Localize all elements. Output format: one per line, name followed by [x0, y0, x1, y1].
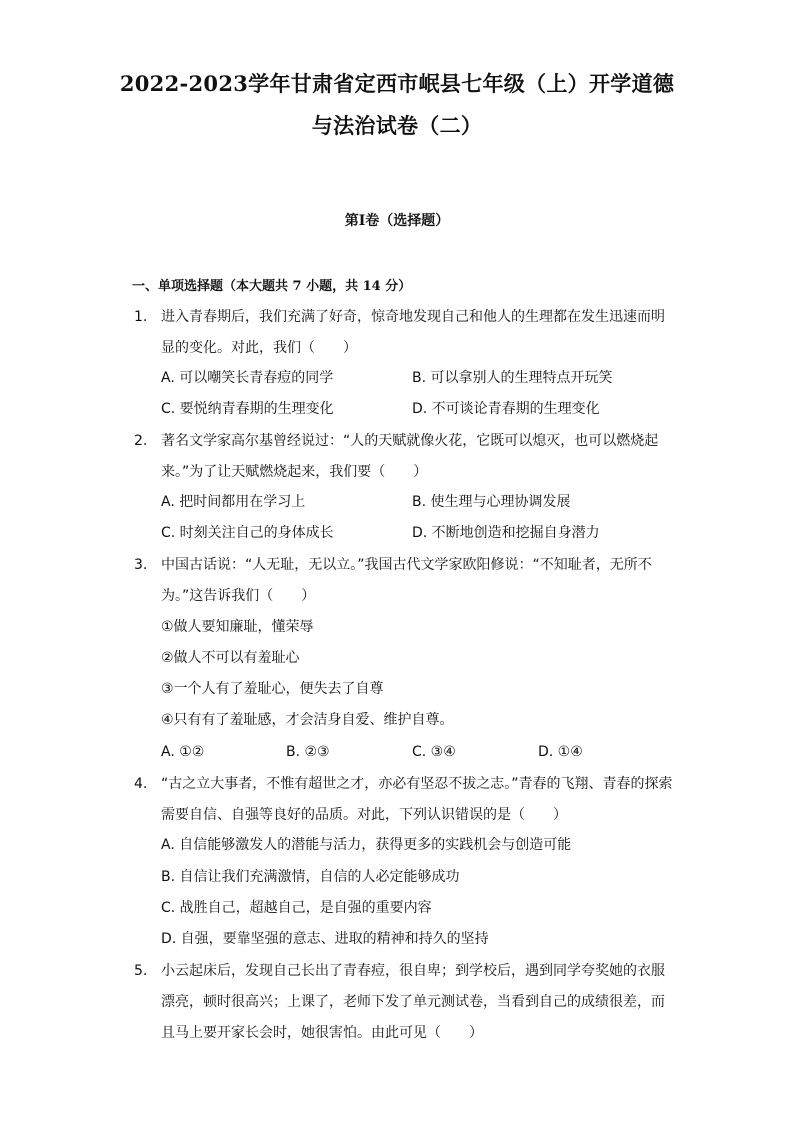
question-number: 4. — [134, 776, 148, 792]
option-d[interactable]: D. ①④ — [538, 744, 583, 760]
option-d[interactable]: D. 不断地创造和挖掘自身潜力 — [412, 525, 600, 541]
option-d[interactable]: D. 不可谈论青春期的生理变化 — [412, 401, 600, 417]
question-text: 中国古话说：“人无耻，无以立。”我国古代文学家欧阳修说：“不知耻者，无所不为。”这告诉我们（ ） — [161, 557, 652, 604]
question-3 — [134, 550, 674, 612]
option-d[interactable]: D. 自强，要靠坚强的意志、进取的精神和持久的坚持 — [161, 931, 489, 947]
question-text: “古之立大事者，不惟有超世之才，亦必有坚忍不拔之志。”青春的飞翔、青春的探索需要自信、自强等良好的品质。对此，下列认识错误的是（ ） — [161, 776, 673, 823]
option-a[interactable]: A. 把时间都用在学习上 — [161, 494, 306, 510]
option-b[interactable]: B. 可以拿别人的生理特点开玩笑 — [412, 370, 613, 386]
option-b[interactable]: B. ②③ — [286, 744, 330, 760]
volume-heading: 第I卷（选择题） — [344, 213, 450, 229]
statement-4: ④只有有了羞耻感，才会洁身自爱、维护自尊。 — [161, 712, 454, 728]
statement-3: ③一个人有了羞耻心，便失去了自尊 — [161, 681, 384, 697]
option-a[interactable]: A. 自信能够激发人的潜能与活力，获得更多的实践机会与创造可能 — [161, 837, 572, 853]
exam-title-line-1: 2022-2023学年甘肃省定西市岷县七年级（上）开学道德 — [119, 71, 675, 96]
option-c[interactable]: C. 战胜自己，超越自己，是自强的重要内容 — [161, 900, 432, 916]
exam-title-line-2: 与法治试卷（二） — [311, 113, 483, 138]
question-number: 1. — [134, 309, 148, 325]
option-c[interactable]: C. 要悦纳青春期的生理变化 — [161, 401, 334, 417]
question-5 — [134, 956, 674, 1049]
question-text: 进入青春期后，我们充满了好奇，惊奇地发现自己和他人的生理都在发生迅速而明显的变化。对此，我们（ ） — [161, 309, 665, 356]
option-a[interactable]: A. ①② — [161, 744, 205, 760]
question-number: 2. — [134, 433, 148, 449]
question-1 — [134, 302, 674, 364]
question-text: 著名文学家高尔基曾经说过：“人的天赋就像火花，它既可以熄灭，也可以燃烧起来。”为了让天赋燃烧起来，我们要（ ） — [161, 433, 659, 480]
option-c[interactable]: C. ③④ — [412, 744, 456, 760]
statement-1: ①做人要知廉耻，懂荣辱 — [161, 619, 314, 635]
option-a[interactable]: A. 可以嘲笑长青春痘的同学 — [161, 370, 334, 386]
option-c[interactable]: C. 时刻关注自己的身体成长 — [161, 525, 334, 541]
question-4 — [134, 769, 674, 831]
statement-2: ②做人不可以有羞耻心 — [161, 650, 300, 666]
question-text: 小云起床后，发现自己长出了青春痘，很自卑；到学校后，遇到同学夸奖她的衣服漂亮，顿时很高兴；上课了，老师下发了单元测试卷，当看到自己的成绩很差，而且马上要开家长会时，她很害怕。由此可见（ ） — [161, 963, 665, 1041]
option-b[interactable]: B. 自信让我们充满激情，自信的人必定能够成功 — [161, 869, 460, 885]
section-heading: 一、单项选择题（本大题共 7 小题，共 14 分） — [132, 279, 412, 294]
question-2 — [134, 426, 674, 488]
question-number: 5. — [134, 963, 148, 979]
question-number: 3. — [134, 557, 148, 573]
option-b[interactable]: B. 使生理与心理协调发展 — [412, 494, 571, 510]
